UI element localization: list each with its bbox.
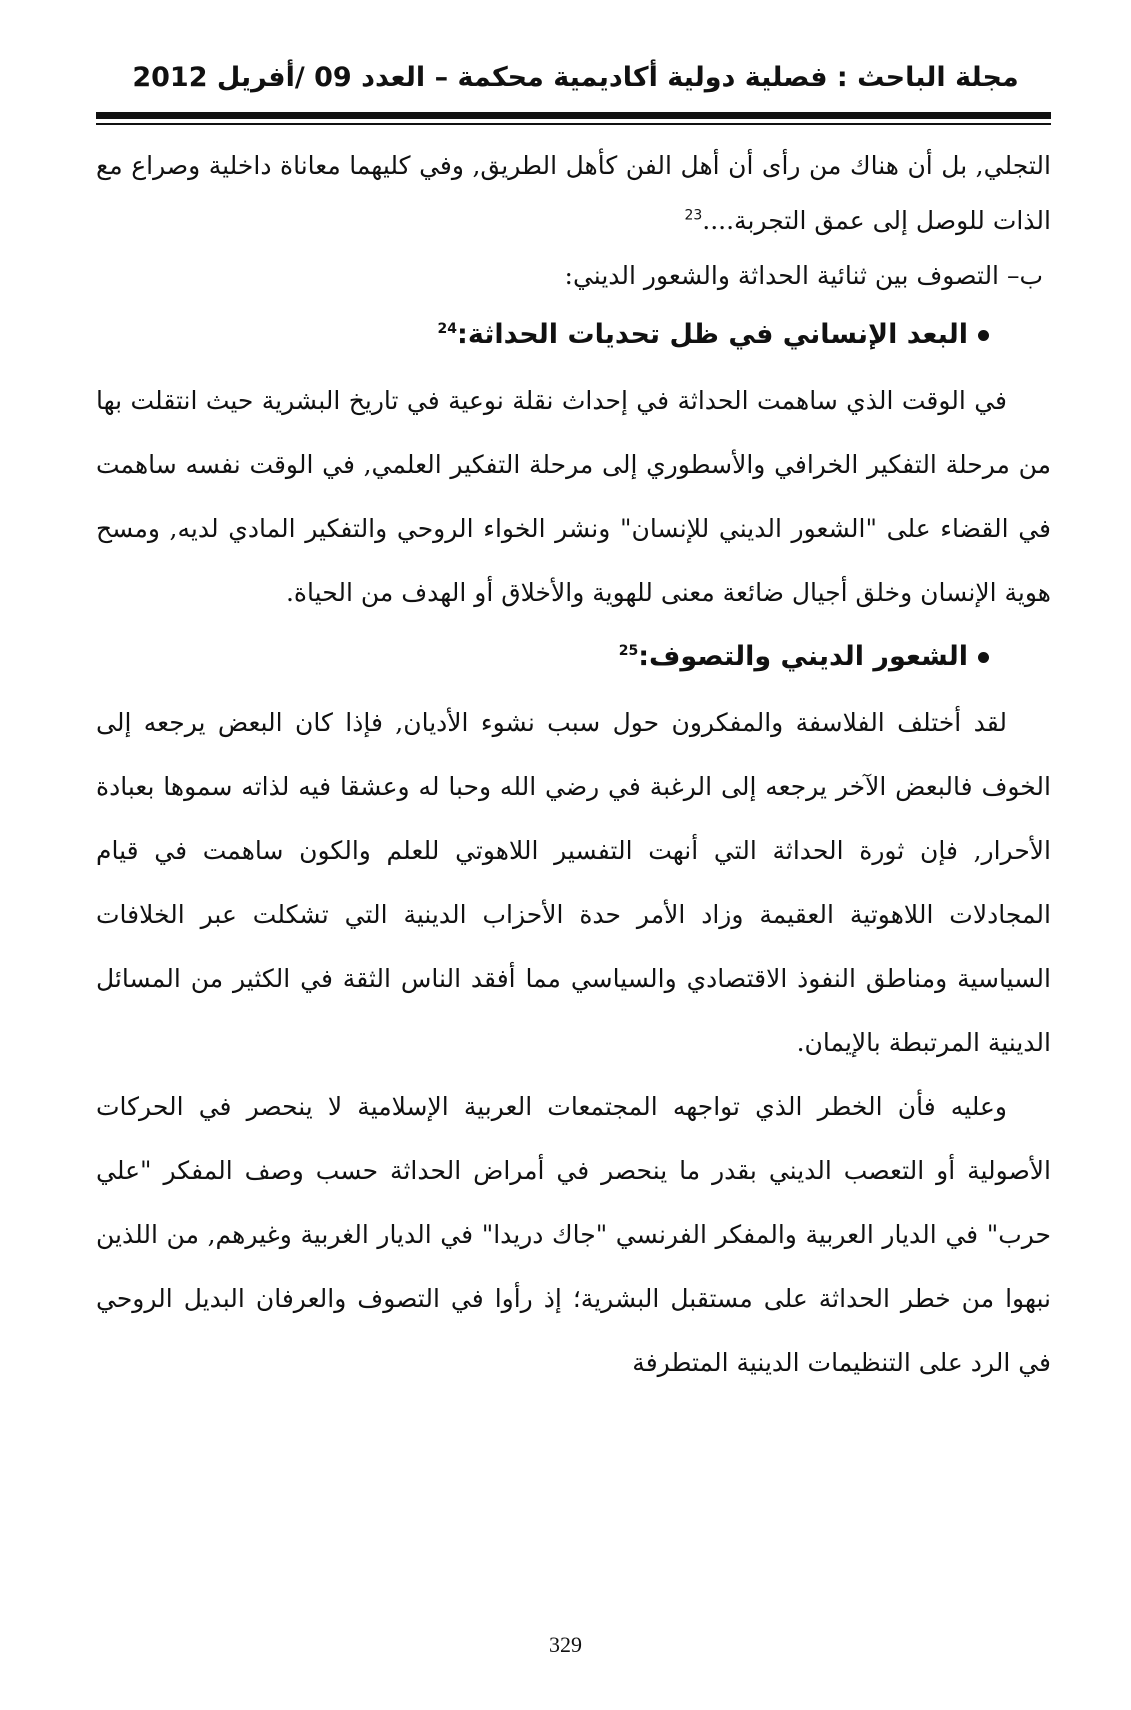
running-header: مجلة الباحث : فصلية دولية أكاديمية محكمة – العدد 09 /أفريل 2012	[132, 62, 1019, 93]
article-body	[96, 138, 1051, 1395]
bullet-icon	[978, 330, 989, 341]
footnote-ref-24: 24	[437, 321, 458, 337]
bullet-heading-1	[96, 305, 1051, 365]
paragraph-2: لقد أختلف الفلاسفة والمفكرون حول سبب نشوء الأديان, فإذا كان البعض يرجعه إلى الخوف فالبعض الآخر يرجعه إلى الرغبة في رضي الله وحبا له وعشقا فيه لذاته سموها بعبادة الأحرار, فإن ثورة الحداثة التي أنهت التفسير اللاهوتي للعلم والكون ساهمت في قيام المجادلات اللاهوتية العقيمة وزاد الأمر حدة الأحزاب الدينية التي تشكلت عبر الخلافات السياسية ومناطق النفوذ الاقتصادي والسياسي مما أفقد الناس الثقة في الكثير من المسائل الدينية المرتبطة بالإيمان.	[96, 708, 1051, 1057]
header-rule-thick	[96, 112, 1051, 119]
page-number: 329	[549, 1632, 582, 1657]
intro-paragraph	[96, 138, 1051, 248]
header-rule-thin	[96, 123, 1051, 125]
bullet-heading-2	[96, 627, 1051, 687]
footnote-ref-23: 23	[684, 207, 703, 224]
bullet-heading-1-text: البعد الإنساني في ظل تحديات الحداثة:	[457, 319, 968, 350]
footnote-ref-25: 25	[618, 643, 639, 659]
intro-paragraph-text: التجلي, بل أن هناك من رأى أن أهل الفن كأهل الطريق, وفي كليهما معاناة داخلية وصراع مع الذات للوصل إلى عمق التجربة....	[96, 151, 1051, 235]
bullet-icon	[978, 652, 989, 663]
paragraph-3: وعليه فأن الخطر الذي تواجهه المجتمعات العربية الإسلامية لا ينحصر في الحركات الأصولية أو التعصب الديني بقدر ما ينحصر في أمراض الحداثة حسب وصف المفكر "علي حرب" في الديار العربية والمفكر الفرنسي "جاك دريدا" في الديار الغربية وغيرهم, من اللذين نبهوا من خطر الحداثة على مستقبل البشرية؛ إذ رأوا في التصوف والعرفان البديل الروحي في الرد على التنظيمات الدينية المتطرفة	[96, 1092, 1051, 1377]
paragraph-1: في الوقت الذي ساهمت الحداثة في إحداث نقلة نوعية في تاريخ البشرية حيث انتقلت بها من مرحلة التفكير الخرافي والأسطوري إلى مرحلة التفكير العلمي, في الوقت نفسه ساهمت في القضاء على "الشعور الديني للإنسان" ونشر الخواء الروحي والتفكير المادي لديه, ومسح هوية الإنسان وخلق أجيال ضائعة معنى للهوية والأخلاق أو الهدف من الحياة.	[96, 386, 1051, 607]
section-subheading: ب– التصوف بين ثنائية الحداثة والشعور الديني:	[564, 261, 1043, 290]
bullet-heading-2-text: الشعور الديني والتصوف:	[638, 641, 968, 672]
